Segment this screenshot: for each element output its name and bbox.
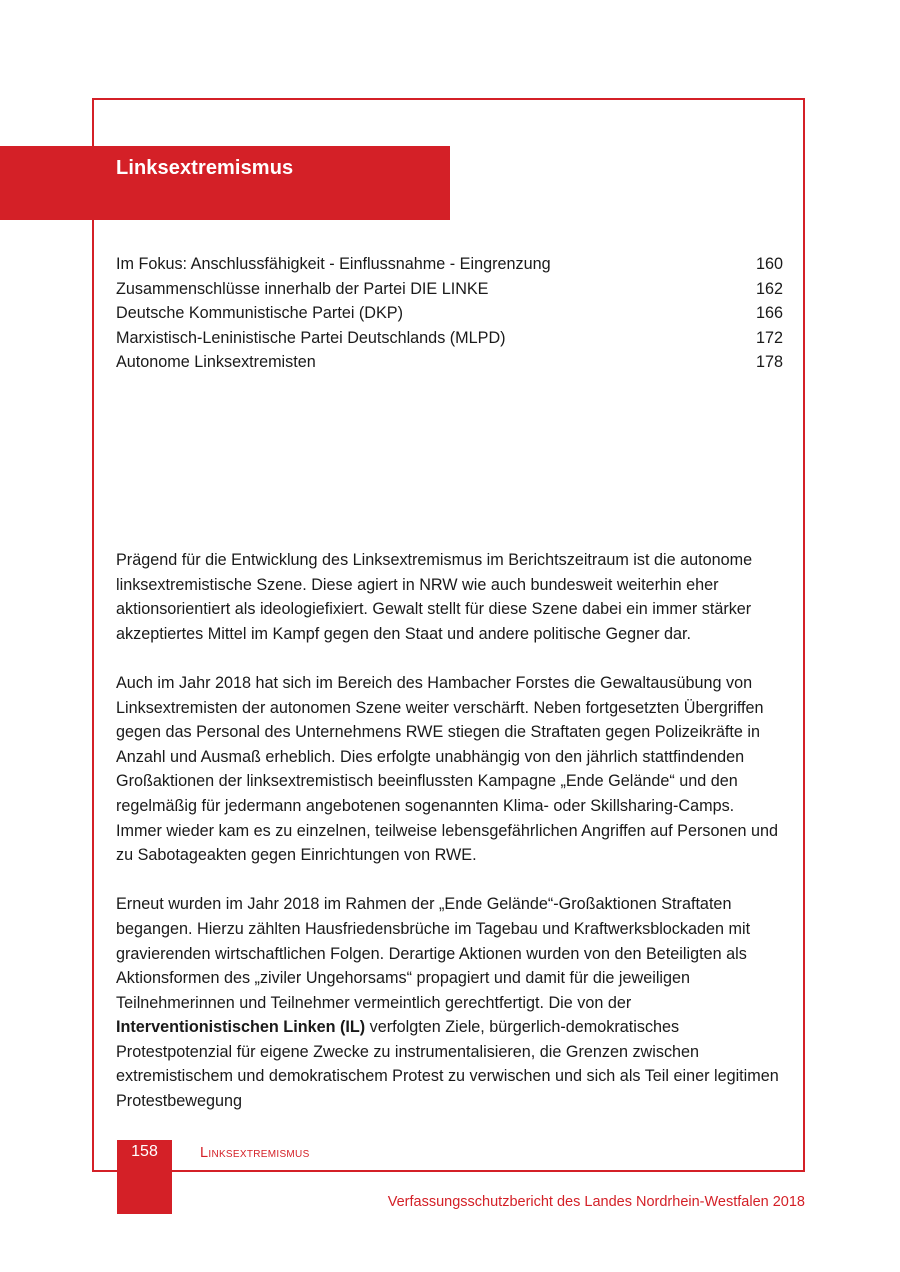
running-head: Linksextremismus <box>200 1145 310 1161</box>
toc-entry-title: Marxistisch-Leninistische Partei Deutschlands (MLPD) <box>116 328 506 347</box>
toc-entry-title: Autonome Linksextremisten <box>116 353 316 372</box>
toc-entry-title: Zusammenschlüsse innerhalb der Partei DIE LINKE <box>116 279 489 298</box>
paragraph <box>116 892 783 1113</box>
body-text <box>116 548 783 1138</box>
toc-entry-page: 166 <box>755 304 783 323</box>
table-of-contents <box>116 252 783 375</box>
section-title: Linksextremismus <box>116 157 294 179</box>
paragraph: Prägend für die Entwicklung des Linksextremismus im Berichtszeitraum ist die autonome linksextremistische Szene. Diese agiert in NRW wie auch bundesweit weiterhin eher aktionsorientiert als ideologiefixiert. Gewalt stellt für diese Szene dabei ein immer stärker akzeptiertes Mittel im Kampf gegen den Staat und andere politische Gegner dar. <box>116 551 753 643</box>
paragraph-text: Erneut wurden im Jahr 2018 im Rahmen der „Ende Gelände“-Großaktionen Straftaten begangen. Hierzu zählten Hausfriedensbrüche im Tagebau und Kraftwerksblockaden mit gravierenden wirtschaftlichen Folgen. Derartige Aktionen wurden von den Beteiligten als Aktionsformen des „ziviler Ungehorsams“ propagiert und damit für die jeweiligen Teilnehmerinnen und Teilnehmer vermeintlich gerechtfertigt. Die von der <box>116 895 751 1012</box>
page-number: 158 <box>131 1143 158 1160</box>
paragraph-text: verfolgten Ziele, bürgerlich-demokratisches Protestpotenzial für eigene Zwecke zu instrumentalisieren, die Grenzen zwischen extremistischem und demokratischem Protest zu verwischen und sich als Teil einer legitimen Protestbewegung <box>116 1018 779 1111</box>
toc-entry-page: 178 <box>755 353 783 372</box>
paragraph: Auch im Jahr 2018 hat sich im Bereich des Hambacher Forstes die Gewaltausübung von Linksextremisten der autonomen Szene weiter verschärft. Neben fortgesetzten Übergriffen gegen das Personal des Unternehmens RWE stiegen die Straftaten gegen Polizeikräfte in Anzahl und Ausmaß erheblich. Dies erfolgte unabhängig von den jährlich stattfindenden Großaktionen der linksextremistisch beeinflussten Kampagne „Ende Gelände“ und den regelmäßig für jedermann angebotenen sogenannten Klima- oder Skillsharing-Camps. Immer wieder kam es zu einzelnen, teilweise lebensgefährlichen Angriffen auf Personen und zu Sabotageakten gegen Einrichtungen von RWE. <box>116 673 778 865</box>
emphasized-term: Interventionistischen Linken (IL) <box>116 1018 366 1037</box>
toc-entry-title: Deutsche Kommunistische Partei (DKP) <box>116 304 403 323</box>
toc-entry-page: 162 <box>755 279 783 298</box>
toc-entry[interactable] <box>116 301 783 326</box>
toc-entry-page: 160 <box>755 255 783 273</box>
toc-entry[interactable] <box>116 252 783 277</box>
toc-entry[interactable] <box>116 277 783 302</box>
toc-entry[interactable] <box>116 350 783 375</box>
toc-entry-page: 172 <box>755 328 783 347</box>
publication-footer: Verfassungsschutzbericht des Landes Nordrhein-Westfalen 2018 <box>387 1194 805 1210</box>
toc-entry-title: Im Fokus: Anschlussfähigkeit - Einflussnahme - Eingrenzung <box>116 255 551 273</box>
toc-entry[interactable] <box>116 326 783 351</box>
